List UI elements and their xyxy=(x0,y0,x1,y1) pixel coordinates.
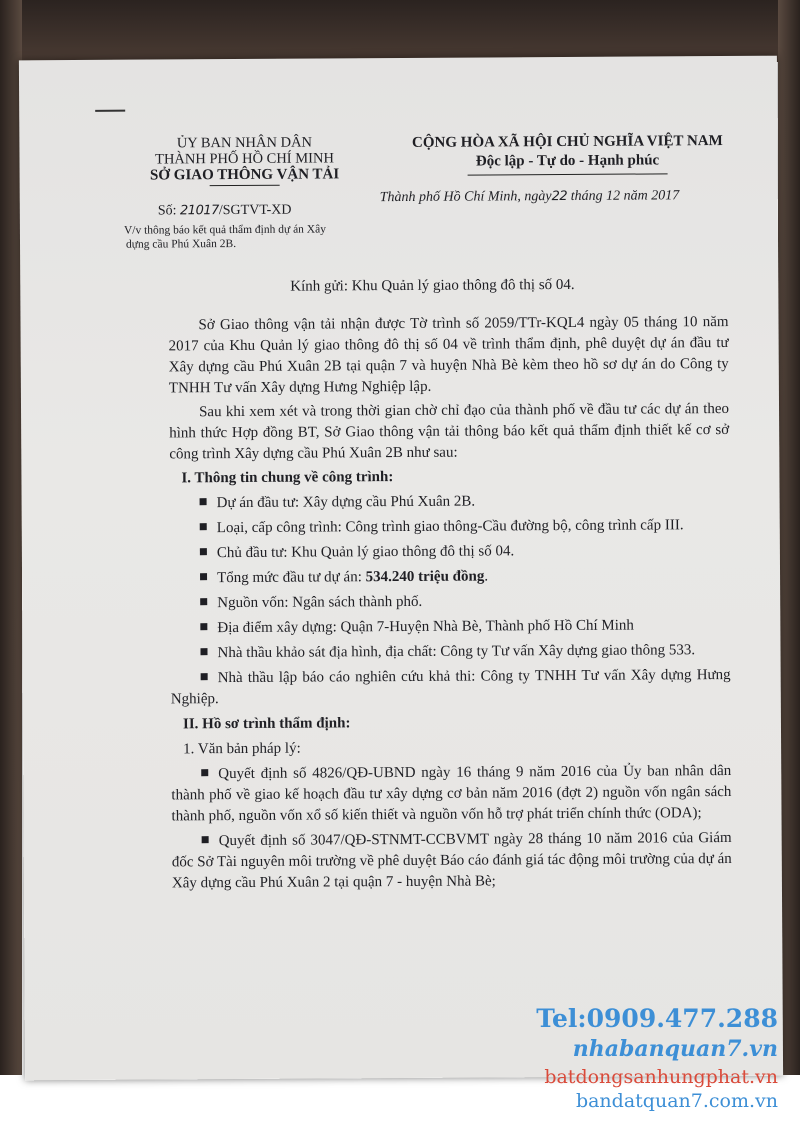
date-suffix: tháng 12 năm 2017 xyxy=(570,188,680,204)
issuer-header xyxy=(129,134,359,186)
paragraph-intro: Sở Giao thông vận tải nhận được Tờ trình số 2059/TTr-KQL4 ngày 05 tháng 10 năm 2017 của Khu Quản lý giao thông đô thị số 04 về trình thẩm định, phê duyệt dự án đầu tư Xây dựng cầu Phú Xuân 2B tại quận 7 và huyện Nhà Bè kèm theo hồ sơ dự án do Công ty TNHH Tư vấn Xây dựng Hưng Nghiệp lập. xyxy=(168,313,729,397)
subject-line1: V/v thông báo kết quả thẩm định dự án Xây xyxy=(123,223,326,237)
issuer-line1: ỦY BAN NHÂN DÂN xyxy=(176,134,313,152)
watermark-site-3: bandatquan7.com.vn xyxy=(575,1090,778,1112)
issuer-underline xyxy=(210,185,280,186)
list-item xyxy=(172,828,732,894)
section-2-title: II. Hồ sơ trình thẩm định: xyxy=(182,715,351,733)
watermark-site-2: batdongsanhungphat.vn xyxy=(544,1066,778,1088)
motto-underline xyxy=(468,173,668,175)
document-number xyxy=(158,203,292,220)
watermark-phone: Tel:0909.477.288 xyxy=(536,1004,778,1033)
watermark-site-1: nhabanquan7.vn xyxy=(572,1036,778,1062)
national-header xyxy=(397,132,737,176)
subsection-legal-docs: 1. Văn bản pháp lý: xyxy=(183,740,301,758)
so-prefix: Số: xyxy=(157,203,177,219)
document-body xyxy=(168,312,732,898)
square-bullet-icon xyxy=(201,769,208,776)
square-bullet-icon xyxy=(201,673,208,680)
pen-mark xyxy=(95,110,125,112)
list-item xyxy=(171,761,731,827)
item-text: Quyết định số 3047/QĐ-STNMT-CCBVMT ngày 28 tháng 10 năm 2016 của Giám đốc Sở Tài nguyên môi trường về phê duyệt Báo cáo đánh giá tác động môi trường của dự án Xây dựng cầu Phú Xuân 2 tại quận 7 - huyện Nhà Bè; xyxy=(171,829,732,892)
item-text: Nhà thầu khảo sát địa hình, địa chất: Công ty Tư vấn Xây dựng giao thông 533. xyxy=(217,642,696,662)
list-item xyxy=(170,515,730,539)
date-prefix: Thành phố Hồ Chí Minh, ngày xyxy=(379,189,552,206)
recipient-line: Kính gửi: Khu Quản lý giao thông đô thị số 04. xyxy=(290,276,575,295)
square-bullet-icon xyxy=(200,623,207,630)
national-motto: Độc lập - Tự do - Hạnh phúc xyxy=(475,152,660,170)
item-text: Chủ đầu tư: Khu Quản lý giao thông đô thị số 04. xyxy=(216,543,515,562)
total-investment-value: 534.240 triệu đồng xyxy=(365,568,485,586)
list-item xyxy=(170,640,730,664)
list-item xyxy=(170,490,730,514)
so-handwritten-number: 21017 xyxy=(179,203,219,219)
so-suffix: /SGTVT-XD xyxy=(218,202,292,219)
date-day-handwritten: 22 xyxy=(551,188,568,205)
subject-line2: dựng cầu Phú Xuân 2B. xyxy=(125,238,237,251)
photo-background-top xyxy=(0,0,800,62)
list-item xyxy=(171,665,731,710)
square-bullet-icon xyxy=(200,648,207,655)
issuer-line3: SỞ GIAO THÔNG VẬN TẢI xyxy=(149,166,340,184)
list-item xyxy=(170,615,730,639)
document-page xyxy=(19,56,783,1081)
item-text: Nhà thầu lập báo cáo nghiên cứu khả thi: Công ty TNHH Tư vấn Xây dựng Hưng Nghiệp. xyxy=(170,666,731,708)
section-1-title: I. Thông tin chung về công trình: xyxy=(181,469,394,487)
square-bullet-icon xyxy=(200,498,207,505)
item-text: Tổng mức đầu tư dự án: xyxy=(217,569,362,587)
item-text: Địa điểm xây dựng: Quận 7-Huyện Nhà Bè, Thành phố Hồ Chí Minh xyxy=(217,617,634,637)
item-text: Nguồn vốn: Ngân sách thành phố. xyxy=(217,593,423,612)
item-text: Dự án đầu tư: Xây dựng cầu Phú Xuân 2B. xyxy=(216,493,476,512)
national-title: CỘNG HÒA XÃ HỘI CHỦ NGHĨA VIỆT NAM xyxy=(411,133,723,151)
paragraph-review: Sau khi xem xét và trong thời gian chờ chỉ đạo của thành phố về đầu tư các dự án theo hình thức Hợp đồng BT, Sở Giao thông vận tải thông báo kết quả thẩm định thiết kế cơ sở công trình Xây dựng cầu Phú Xuân 2B như sau: xyxy=(169,400,730,463)
square-bullet-icon xyxy=(202,836,209,843)
square-bullet-icon xyxy=(200,523,207,530)
subject-line xyxy=(124,222,424,252)
square-bullet-icon xyxy=(200,598,207,605)
document-date xyxy=(380,188,740,206)
list-item xyxy=(170,565,730,589)
item-text: Loại, cấp công trình: Công trình giao thông-Cầu đường bộ, công trình cấp III. xyxy=(216,517,684,537)
list-item xyxy=(170,590,730,614)
item-text: Quyết định số 4826/QĐ-UBND ngày 16 tháng 9 năm 2016 của Ủy ban nhân dân thành phố về giao kế hoạch đầu tư xây dựng cơ bản năm 2016 (đợt 2) nguồn vốn ngân sách thành phố, nguồn vốn xổ số kiến thiết và nguồn vốn hỗ trợ phát triển chính thức (ODA); xyxy=(171,762,732,825)
item-suffix: . xyxy=(484,568,489,585)
square-bullet-icon xyxy=(200,548,207,555)
list-item xyxy=(170,540,730,564)
square-bullet-icon xyxy=(200,573,207,580)
issuer-line2: THÀNH PHỐ HỒ CHÍ MINH xyxy=(155,150,334,168)
